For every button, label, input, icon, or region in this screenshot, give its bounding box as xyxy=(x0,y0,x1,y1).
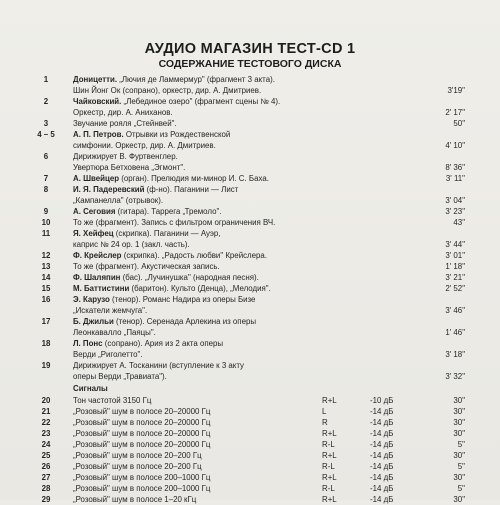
signal-channel: R-L xyxy=(322,440,335,449)
track-text: каприс № 24 ор. 1 (закл. часть). xyxy=(73,240,190,249)
track-number: 4 – 5 xyxy=(37,130,55,139)
track-row xyxy=(0,417,500,428)
track-row xyxy=(0,96,500,107)
track-row xyxy=(0,74,500,85)
track-duration: 3' 11" xyxy=(445,174,465,183)
signal-level: -14 дБ xyxy=(370,473,394,482)
track-description xyxy=(73,140,216,151)
track-number: 26 xyxy=(41,462,51,471)
track-text: оперы Верди „Травиата"). xyxy=(73,372,167,381)
track-row xyxy=(0,483,500,494)
track-duration: 30" xyxy=(453,451,465,460)
track-duration: 2' 52" xyxy=(445,284,465,293)
track-description xyxy=(73,239,190,250)
track-description xyxy=(73,283,271,294)
track-number: 27 xyxy=(41,473,51,482)
track-text: „Розовый" шум в полосе 200–1000 Гц xyxy=(73,473,211,482)
track-description xyxy=(73,272,259,283)
track-text: То же (фрагмент). Запись с фильтром ограничения ВЧ. xyxy=(73,218,276,227)
track-number: 11 xyxy=(41,229,51,238)
track-duration: 50" xyxy=(453,119,465,128)
track-performer: А. Швейцер xyxy=(73,174,120,183)
track-duration: 3' 21" xyxy=(445,273,465,282)
track-text: То же (фрагмент). Акустическая запись. xyxy=(73,262,220,271)
track-text: (гитара). Таррега „Тремоло". xyxy=(115,207,222,216)
track-text: (бас). „Лучинушка" (народная песня). xyxy=(120,273,259,282)
track-performer: Э. Карузо xyxy=(73,295,110,304)
track-description xyxy=(73,472,210,483)
track-row xyxy=(0,283,500,294)
track-row xyxy=(0,107,500,118)
track-description xyxy=(73,450,202,461)
track-row xyxy=(0,382,500,395)
signal-level: -14 дБ xyxy=(370,451,394,460)
track-row xyxy=(0,206,500,217)
track-description xyxy=(73,316,256,327)
track-description xyxy=(73,118,177,129)
track-row xyxy=(0,316,500,327)
track-performer: Доницетти. xyxy=(73,75,118,84)
track-text: Леонкавалло „Паяцы". xyxy=(73,328,156,337)
track-description xyxy=(73,107,173,118)
track-duration: 3'19" xyxy=(447,86,465,95)
track-text: „Искатели жемчуга". xyxy=(73,306,148,315)
track-duration: 30" xyxy=(453,418,465,427)
track-row xyxy=(0,349,500,360)
signal-channel: L xyxy=(322,407,327,416)
track-text: (сопрано). Ария из 2 акта оперы xyxy=(102,339,224,348)
page-subtitle: СОДЕРЖАНИЕ ТЕСТОВОГО ДИСКА xyxy=(158,58,342,70)
track-performer: Л. Понс xyxy=(73,339,103,348)
track-description xyxy=(73,461,202,472)
track-description xyxy=(73,349,143,360)
track-description xyxy=(73,74,275,85)
track-description xyxy=(73,184,238,195)
track-performer: Чайковский. xyxy=(73,97,122,106)
track-description xyxy=(73,250,267,261)
track-row xyxy=(0,338,500,349)
track-duration: 5" xyxy=(457,484,465,493)
track-text: „Розовый" шум в полосе 200–1000 Гц xyxy=(73,484,211,493)
track-text: Дирижирует В. Фуртвенглер. xyxy=(73,152,178,161)
track-description xyxy=(73,217,275,228)
signal-channel: R+L xyxy=(322,473,337,482)
track-number: 22 xyxy=(41,418,51,427)
track-description xyxy=(73,129,230,140)
track-number: 23 xyxy=(41,429,51,438)
track-number: 19 xyxy=(41,361,51,370)
track-number: 10 xyxy=(41,218,51,227)
track-row xyxy=(0,327,500,338)
track-text: (ф-но). Паганини — Лист xyxy=(144,185,239,194)
track-performer: А. Сеговия xyxy=(73,207,116,216)
track-duration: 30" xyxy=(453,396,465,405)
track-row xyxy=(0,195,500,206)
track-description xyxy=(73,360,244,371)
track-description xyxy=(73,195,163,206)
track-duration: 43" xyxy=(453,218,465,227)
track-performer: Сигналы xyxy=(73,384,108,393)
signal-level: -14 дБ xyxy=(370,418,394,427)
track-text: (тенор). Серенада Арлекина из оперы xyxy=(113,317,257,326)
track-row xyxy=(0,162,500,173)
track-row xyxy=(0,294,500,305)
track-number: 14 xyxy=(41,273,51,282)
track-number: 25 xyxy=(41,451,51,460)
track-description xyxy=(73,261,220,272)
track-row xyxy=(0,439,500,450)
track-text: „Розовый" шум в полосе 20–20000 Гц xyxy=(73,418,211,427)
track-row xyxy=(0,184,500,195)
track-text: „Розовый" шум в полосе 20–200 Гц xyxy=(73,462,202,471)
track-row xyxy=(0,118,500,129)
track-description xyxy=(73,151,178,162)
track-description xyxy=(73,294,255,305)
track-row xyxy=(0,395,500,406)
track-duration: 8' 36" xyxy=(445,163,465,172)
track-text: Увертюра Бетховена „Эгмонт". xyxy=(73,163,186,172)
track-description xyxy=(73,406,210,417)
track-text: Тон частотой 3150 Гц xyxy=(73,396,152,405)
track-duration: 4' 10" xyxy=(445,141,465,150)
track-number: 15 xyxy=(41,284,51,293)
track-description xyxy=(73,382,108,395)
track-number: 18 xyxy=(41,339,51,348)
track-number: 20 xyxy=(41,396,51,405)
track-description xyxy=(73,305,147,316)
track-description xyxy=(73,85,261,96)
track-row xyxy=(0,151,500,162)
track-duration: 3' 32" xyxy=(445,372,465,381)
track-number: 16 xyxy=(41,295,51,304)
track-description xyxy=(73,162,185,173)
track-text: Отрывки из Рождественской xyxy=(123,130,231,139)
track-performer: Ф. Шаляпин xyxy=(73,273,121,282)
track-performer: М. Баттистини xyxy=(73,284,130,293)
track-duration: 30" xyxy=(453,495,465,504)
track-description xyxy=(73,173,269,184)
track-list xyxy=(0,74,500,505)
track-row xyxy=(0,450,500,461)
signal-channel: R+L xyxy=(322,429,337,438)
track-text: (скрипка). „Радость любви" Крейслера. xyxy=(121,251,268,260)
track-duration: 5" xyxy=(457,440,465,449)
track-number: 28 xyxy=(41,484,51,493)
track-number: 13 xyxy=(41,262,51,271)
signal-level: -14 дБ xyxy=(370,495,394,504)
signal-level: -14 дБ xyxy=(370,440,394,449)
track-number: 21 xyxy=(41,407,51,416)
track-number: 1 xyxy=(43,75,49,84)
track-description xyxy=(73,96,280,107)
track-text: „Розовый" шум в полосе 20–20000 Гц xyxy=(73,429,211,438)
track-description xyxy=(73,206,221,217)
track-number: 17 xyxy=(41,317,51,326)
track-duration: 3' 18" xyxy=(445,350,465,359)
track-number: 12 xyxy=(41,251,51,260)
page-title: АУДИО МАГАЗИН ТЕСТ-CD 1 xyxy=(144,41,356,57)
signal-level: -14 дБ xyxy=(370,462,394,471)
track-row xyxy=(0,228,500,239)
signal-channel: R-L xyxy=(322,484,335,493)
track-row xyxy=(0,461,500,472)
track-text: Верди „Риголетто". xyxy=(73,350,143,359)
track-performer: А. П. Петров. xyxy=(73,130,124,139)
signal-level: -14 дБ xyxy=(370,407,394,416)
track-duration: 30" xyxy=(453,407,465,416)
track-text: Звучание рояля „Стейнвей". xyxy=(73,119,177,128)
track-description xyxy=(73,338,223,349)
track-row xyxy=(0,250,500,261)
track-row xyxy=(0,261,500,272)
track-row xyxy=(0,129,500,140)
track-row xyxy=(0,217,500,228)
track-description xyxy=(73,439,210,450)
track-duration: 1' 46" xyxy=(445,328,465,337)
track-description xyxy=(73,428,210,439)
signal-channel: R-L xyxy=(322,462,335,471)
track-row xyxy=(0,360,500,371)
track-duration: 1' 18" xyxy=(445,262,465,271)
track-row xyxy=(0,140,500,151)
track-text: „Розовый" шум в полосе 1–20 кГц xyxy=(73,495,197,504)
track-row xyxy=(0,406,500,417)
track-duration: 30" xyxy=(453,473,465,482)
track-description xyxy=(73,327,156,338)
track-row xyxy=(0,272,500,283)
track-duration: 5" xyxy=(457,462,465,471)
track-duration: 3' 04" xyxy=(445,196,465,205)
track-text: „Лючия де Ламмермур" (фрагмент 3 акта). xyxy=(117,75,275,84)
track-duration: 30" xyxy=(453,429,465,438)
track-text: (тенор). Романс Надира из оперы Бизе xyxy=(109,295,256,304)
track-text: (баритон). Культо (Денца), „Мелодия". xyxy=(129,284,271,293)
track-row xyxy=(0,239,500,250)
track-text: (орган). Прелюдия ми-минор И. С. Баха. xyxy=(119,174,269,183)
track-number: 29 xyxy=(41,495,51,504)
track-description xyxy=(73,483,210,494)
track-text: „Розовый" шум в полосе 20–200 Гц xyxy=(73,451,202,460)
track-number: 8 xyxy=(43,185,49,194)
track-row xyxy=(0,371,500,382)
signal-level: -14 дБ xyxy=(370,484,394,493)
track-description xyxy=(73,371,167,382)
track-text: (скрипка). Паганини — Ауэр, xyxy=(113,229,221,238)
track-text: Оркестр, дир. А. Аниханов. xyxy=(73,108,173,117)
track-text: Дирижирует А. Тосканини (вступление к 3 акту xyxy=(73,361,244,370)
signal-channel: R+L xyxy=(322,396,337,405)
track-duration: 3' 01" xyxy=(445,251,465,260)
track-number: 6 xyxy=(43,152,49,161)
track-duration: 3' 44" xyxy=(445,240,465,249)
track-text: симфонии. Оркестр, дир. А. Дмитриев. xyxy=(73,141,216,150)
track-number: 24 xyxy=(41,440,51,449)
track-text: Шин Йонг Ок (сопрано), оркестр, дир. А. Дмитриев. xyxy=(73,86,262,95)
track-row xyxy=(0,305,500,316)
track-duration: 3' 46" xyxy=(445,306,465,315)
track-text: „Розовый" шум в полосе 20–20000 Гц xyxy=(73,440,211,449)
track-number: 9 xyxy=(43,207,49,216)
track-text: „Розовый" шум в полосе 20–20000 Гц xyxy=(73,407,211,416)
track-performer: Ф. Крейслер xyxy=(73,251,122,260)
signal-channel: R xyxy=(322,418,328,427)
track-number: 3 xyxy=(43,119,49,128)
track-performer: И. Я. Падеревский xyxy=(73,185,145,194)
signal-level: -10 дБ xyxy=(370,396,394,405)
track-row xyxy=(0,428,500,439)
track-row xyxy=(0,472,500,483)
signal-channel: R+L xyxy=(322,451,337,460)
track-duration: 2' 17" xyxy=(445,108,465,117)
track-text: „Кампанелла" (отрывок). xyxy=(73,196,164,205)
track-description xyxy=(73,417,210,428)
track-number: 2 xyxy=(43,97,49,106)
track-text: „Лебединое озеро" (фрагмент сцены № 4). xyxy=(121,97,281,106)
track-row xyxy=(0,85,500,96)
track-description xyxy=(73,395,151,406)
track-description xyxy=(73,228,221,239)
track-performer: Б. Джильи xyxy=(73,317,114,326)
track-performer: Я. Хейфец xyxy=(73,229,114,238)
track-number: 7 xyxy=(43,174,49,183)
track-row xyxy=(0,173,500,184)
track-duration: 3' 23" xyxy=(445,207,465,216)
signal-channel: R+L xyxy=(322,495,337,504)
signal-level: -14 дБ xyxy=(370,429,394,438)
